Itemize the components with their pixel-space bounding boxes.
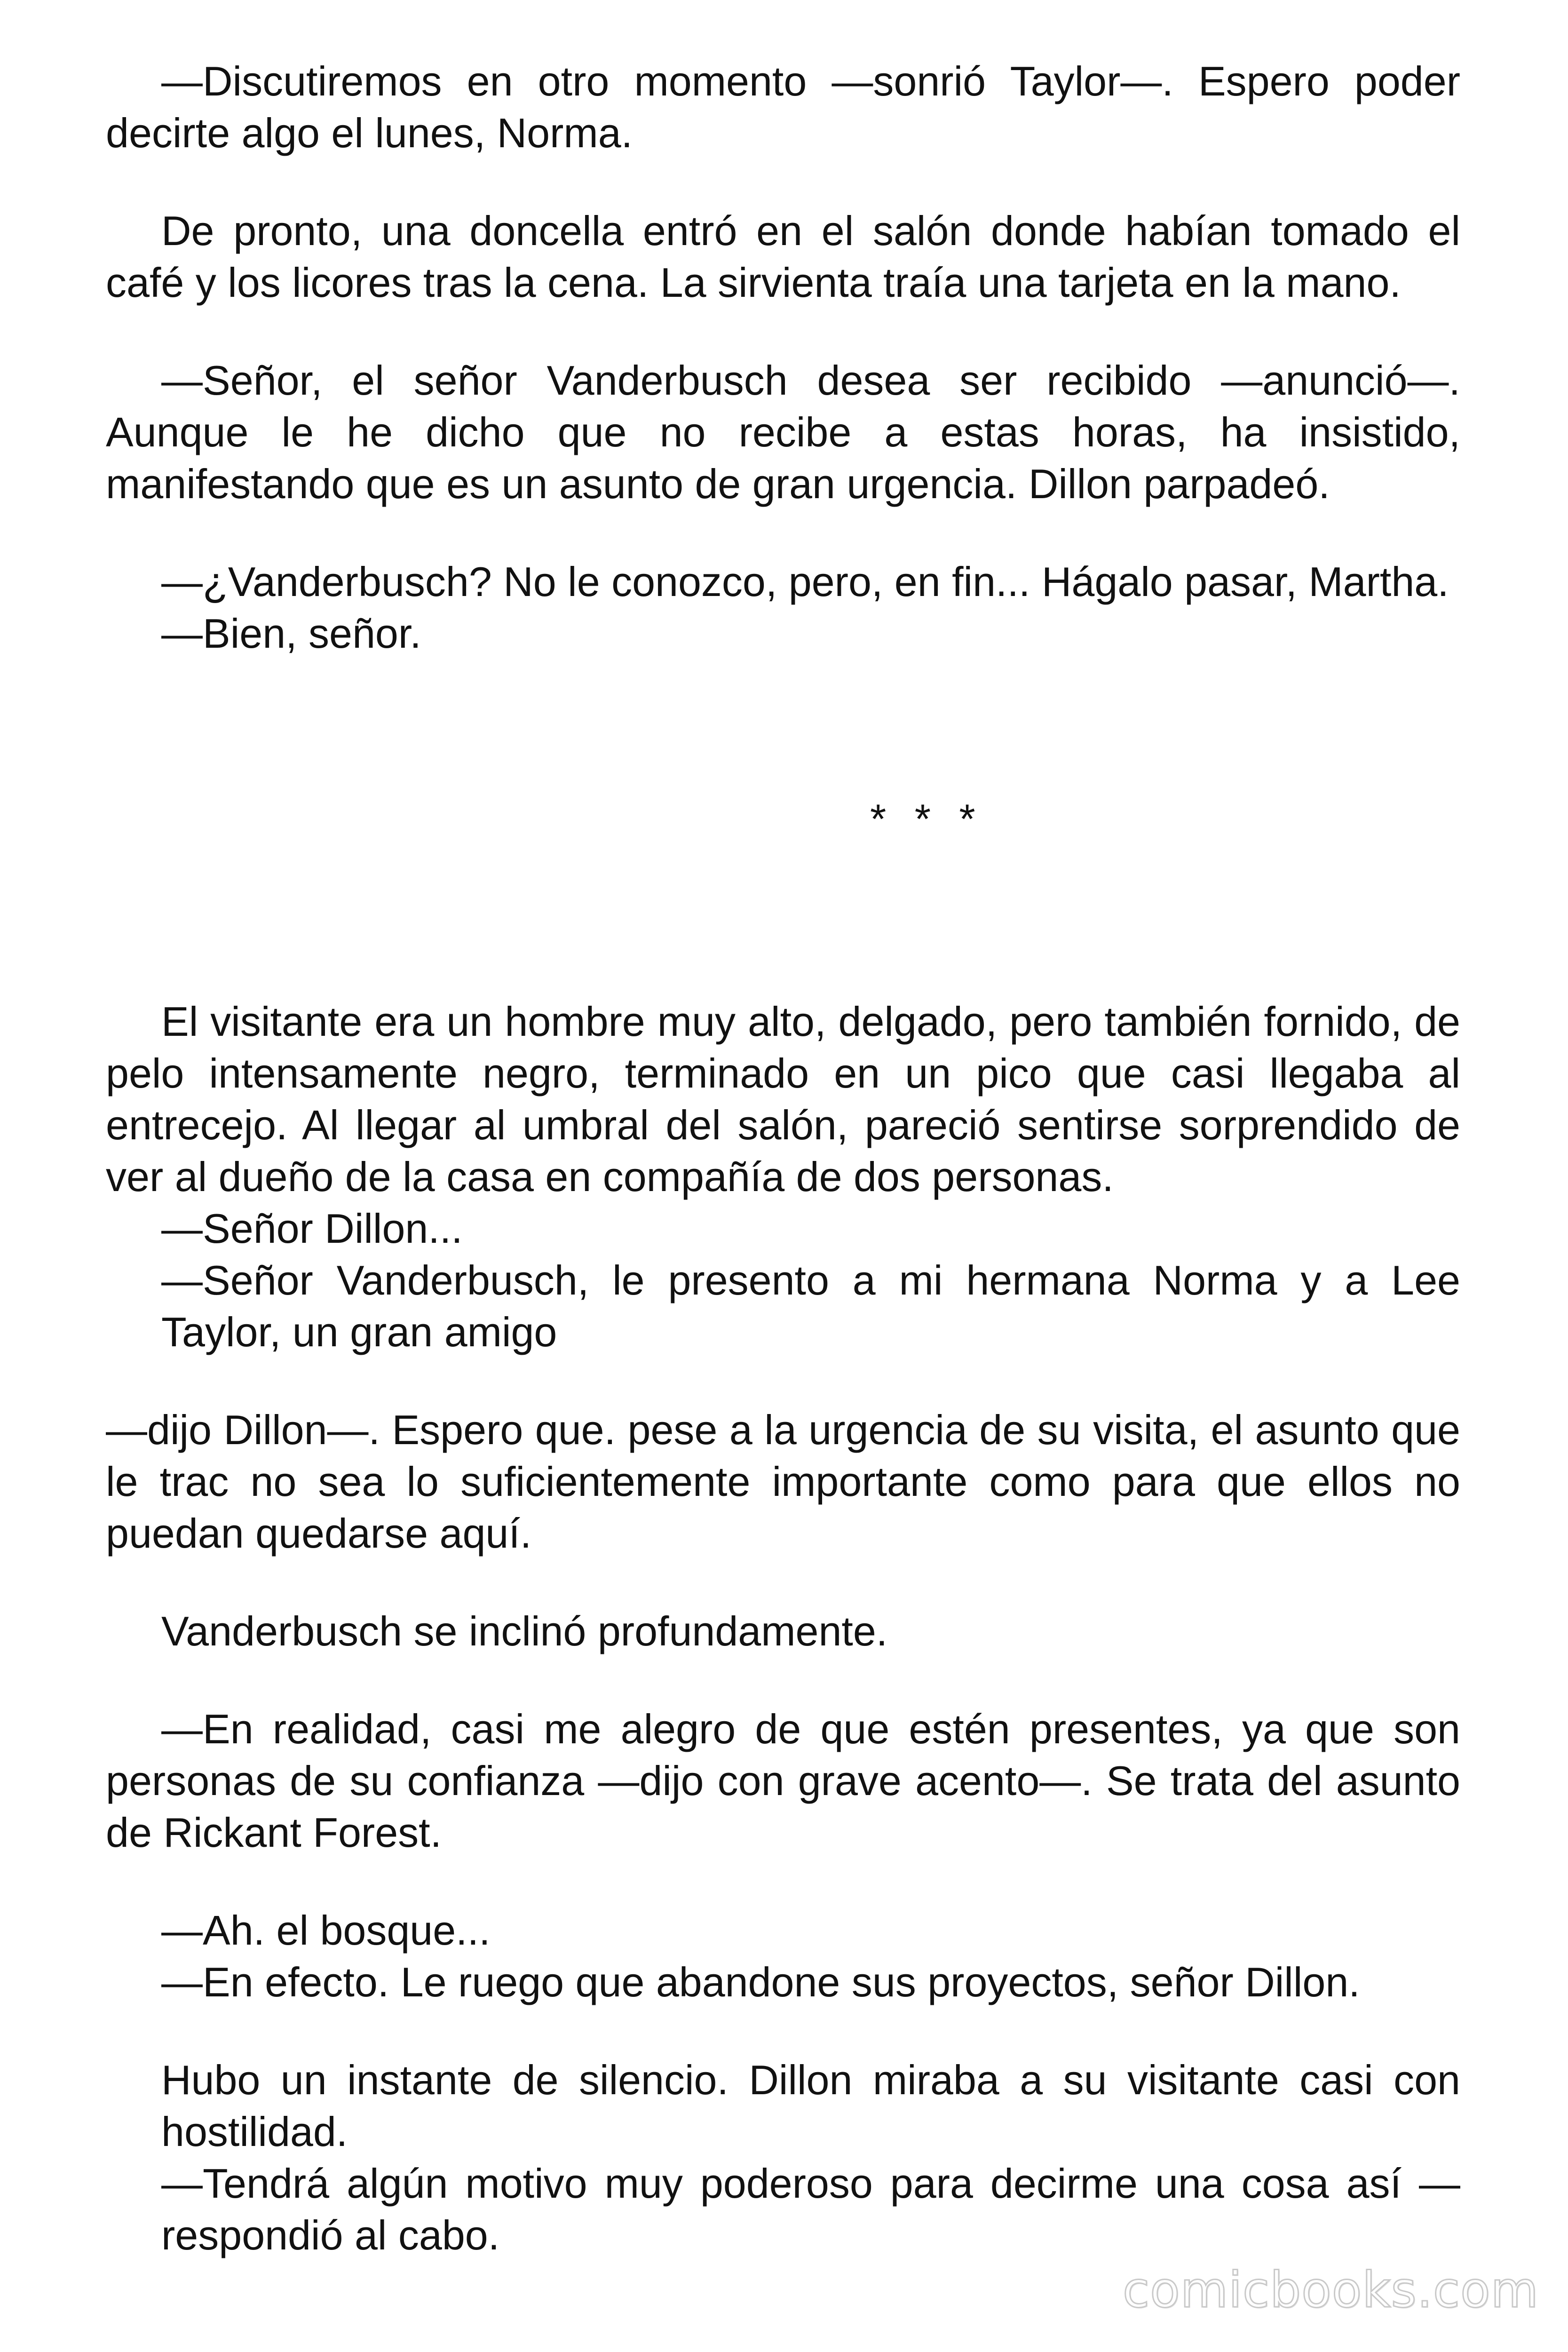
dialogue-line: —Señor Dillon...	[161, 1205, 463, 1252]
paragraph: —En realidad, casi me alegro de que estén presentes, ya que son personas de su confianza —dijo con grave acento—. Se trata del asunto de Rickant Forest.	[106, 1706, 1460, 1856]
paragraph: Vanderbusch se inclinó profundamente.	[161, 1608, 888, 1654]
paragraph: —dijo Dillon—. Espero que. pese a la urgencia de su visita, el asunto que le trac no sea lo suficientemente importante como para que ellos no puedan quedarse aquí.	[106, 1406, 1460, 1557]
text-column-top	[106, 56, 1460, 660]
dialogue-line: —Señor Vanderbusch, le presento a mi hermana Norma y a Lee Taylor, un gran amigo	[161, 1257, 1460, 1355]
dialogue-line: —Bien, señor.	[161, 610, 421, 657]
paragraph: Hubo un instante de silencio. Dillon miraba a su visitante casi con hostilidad.	[161, 2057, 1460, 2155]
dialogue-line: —Tendrá algún motivo muy poderoso para decirme una cosa así —respondió al cabo.	[161, 2160, 1460, 2258]
dialogue-line: —En efecto. Le ruego que abandone sus proyectos, señor Dillon.	[161, 1959, 1360, 2005]
paragraph: El visitante era un hombre muy alto, delgado, pero también fornido, de pelo intensamente negro, terminado en un pico que casi llegaba al entrecejo. Al llegar al umbral del salón, pareció sentirse sorprendido de ver al dueño de la casa en compañía de dos personas.	[106, 998, 1460, 1200]
watermark: comicbooks.com	[1122, 2261, 1539, 2319]
paragraph: De pronto, una doncella entró en el salón donde habían tomado el café y los licores tras la cena. La sirvienta traía una tarjeta en la mano.	[106, 207, 1460, 306]
section-separator: * * *	[870, 795, 984, 842]
paragraph: —Señor, el señor Vanderbusch desea ser recibido —anunció—. Aunque le he dicho que no recibe a estas horas, ha insistido, manifestando que es un asunto de gran urgencia. Dillon parpadeó.	[106, 357, 1460, 507]
dialogue-line: —¿Vanderbusch? No le conozco, pero, en fin... Hágalo pasar, Martha.	[161, 558, 1449, 605]
dialogue-line: —Ah. el bosque...	[161, 1907, 491, 1954]
paragraph: —Discutiremos en otro momento —sonrió Taylor—. Espero poder decirte algo el lunes, Norma.	[106, 58, 1460, 156]
text-column-bottom	[106, 996, 1460, 2261]
